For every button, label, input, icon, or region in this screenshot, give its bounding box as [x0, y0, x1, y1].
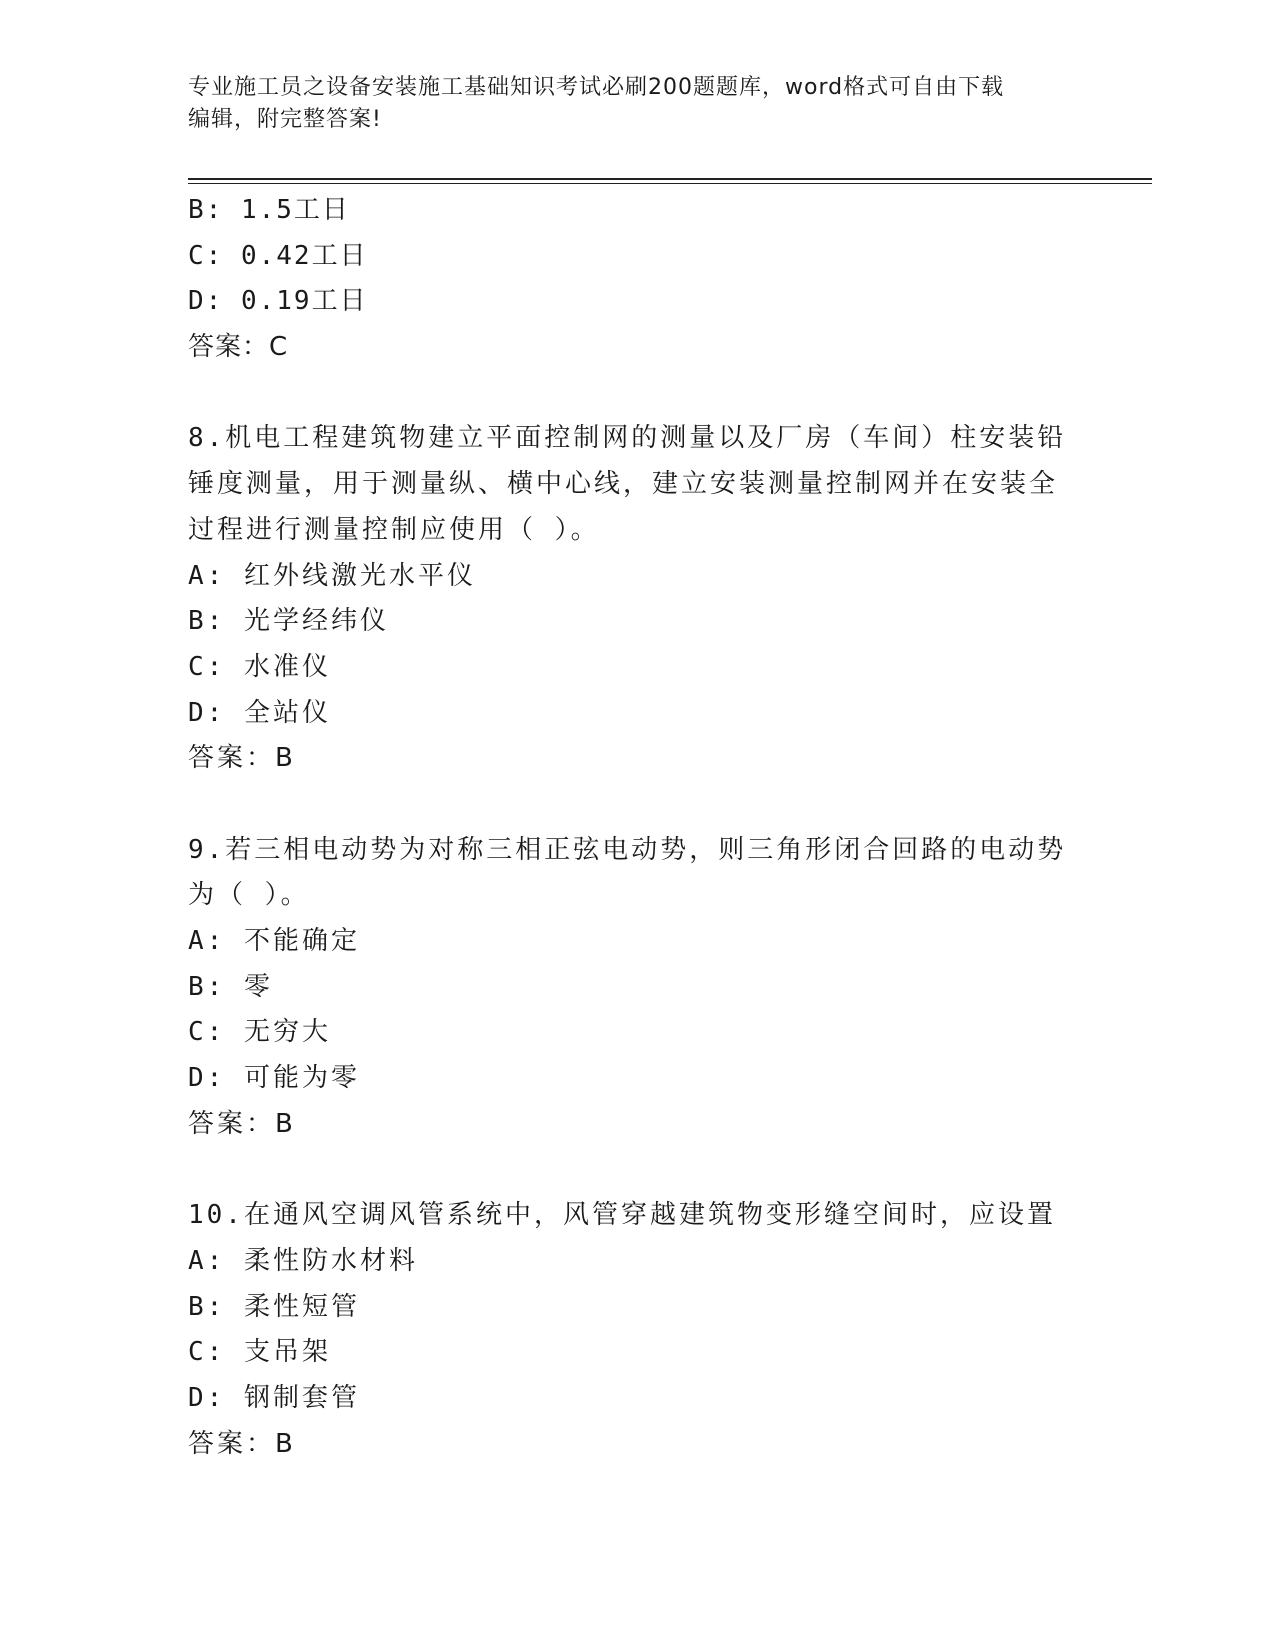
option-d: D: 0.19工日 — [188, 286, 368, 317]
option-b: B: 光学经纬仪 — [188, 606, 389, 637]
question-fragment — [188, 188, 1088, 371]
option-c: C: 水准仪 — [188, 651, 331, 682]
question-text-line: 过程进行测量控制应使用（ ）。 — [188, 514, 600, 545]
question-text-line: 8.机电工程建筑物建立平面控制网的测量以及厂房（车间）柱安装铅 — [188, 423, 1067, 454]
question-text-line: 10.在通风空调风管系统中，风管穿越建筑物变形缝空间时，应设置 — [188, 1200, 1056, 1231]
question-text-line: 为（ ）。 — [188, 880, 310, 911]
answer: 答案：B — [188, 743, 296, 774]
option-d: D: 可能为零 — [188, 1063, 360, 1094]
option-c: C: 无穷大 — [188, 1017, 331, 1048]
question-8 — [188, 416, 1088, 782]
header-rule-thick — [188, 178, 1152, 180]
question-text-line: 锤度测量，用于测量纵、横中心线，建立安装测量控制网并在安装全 — [188, 469, 1059, 500]
option-d: D: 全站仪 — [188, 697, 331, 728]
answer: 答案：C — [188, 332, 289, 363]
page-header — [188, 72, 1088, 136]
answer: 答案：B — [188, 1428, 296, 1459]
answer: 答案：B — [188, 1108, 296, 1139]
question-text-line: 9.若三相电动势为对称三相正弦电动势，则三角形闭合回路的电动势 — [188, 834, 1067, 865]
header-line-2: 编辑，附完整答案! — [188, 107, 382, 132]
header-line-1: 专业施工员之设备安装施工基础知识考试必刷200题题库，word格式可自由下载 — [188, 75, 1005, 100]
option-a: A: 柔性防水材料 — [188, 1245, 418, 1276]
option-b: B: 柔性短管 — [188, 1291, 360, 1322]
question-10 — [188, 1193, 1088, 1467]
option-d: D: 钢制套管 — [188, 1382, 360, 1413]
option-a: A: 红外线激光水平仪 — [188, 560, 476, 591]
option-c: C: 0.42工日 — [188, 240, 368, 271]
option-c: C: 支吊架 — [188, 1337, 331, 1368]
option-a: A: 不能确定 — [188, 926, 360, 956]
question-content — [188, 188, 1088, 1467]
option-b: B: 零 — [188, 971, 273, 1002]
option-b: B: 1.5工日 — [188, 195, 350, 225]
header-rule-thin — [188, 183, 1152, 184]
question-9 — [188, 828, 1088, 1148]
